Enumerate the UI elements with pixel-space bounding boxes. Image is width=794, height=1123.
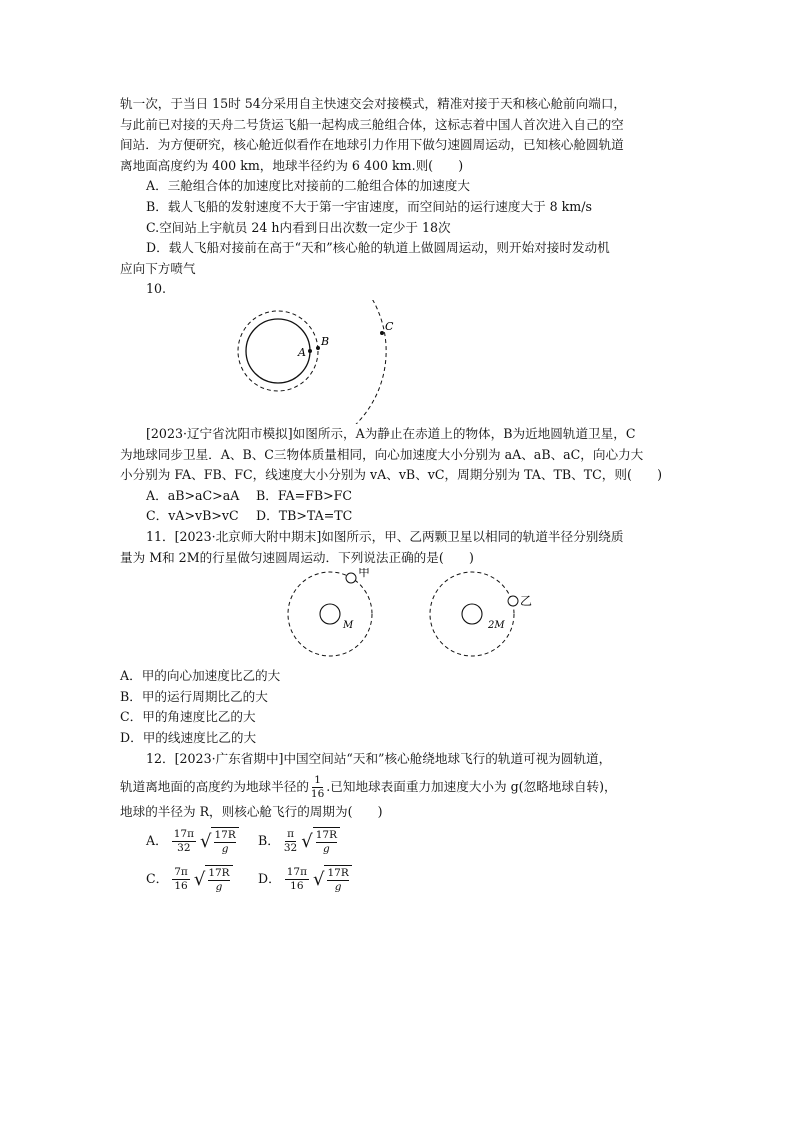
q10-option-c: C．vA>vB>vC [146,508,239,524]
q9-option-c: C.空间站上宇航员 24 h内看到日出次数一定少于 18次 [146,219,451,235]
q10-stem-line: 小分别为 FA、FB、FC，线速度大小分别为 vA、vB、vC，周期分别为 TA、TB、TC，则( ) [120,467,662,483]
q10-block [120,279,680,527]
q11-option-b: B．甲的运行周期比乙的大 [120,688,268,704]
label-b: B [321,334,330,348]
q10-stem-line: 为地球同步卫星．A、B、C三物体质量相同，向心加速度大小分别为 aA、aB、aC，向心力大 [120,446,644,462]
label-a: A [298,345,306,359]
planet-m [320,604,340,624]
q10-option-b: B．FA=FB>FC [256,487,353,503]
q9-stem-line: 轨一次，于当日 15时 54分采用自主快速交会对接模式，精准对接于天和核心舱前向端口， [120,96,627,111]
near-earth-orbit [238,311,318,391]
q12-options-row-2 [120,861,680,899]
q12-stem-pre: 轨道离地面的高度约为地球半径的 [120,779,309,795]
q9-option-a: A．三舱组合体的加速度比对接前的二舱组合体的加速度大 [146,178,470,194]
q9-stem-line: 间站．为方便研究，核心舱近似看作在地球引力作用下做匀速圆周运动，已知核心舱圆轨道 [120,137,624,153]
frac-denominator: 16 [310,788,325,801]
two-satellite-diagram [120,568,680,666]
orbit-jia [288,572,372,656]
q10-option-d: D．TB>TA=TC [256,508,353,524]
q11-option-d: D．甲的线速度比乙的大 [120,729,257,745]
sqrt-symbol: √ 17R g [200,827,239,857]
q10-options-row-2 [120,506,680,527]
q12-option-a: A． $\frac{17\pi}{32}$ √ 17R g [146,827,258,857]
planet-2m [462,604,482,624]
q12-option-d: D． $\frac{17\pi}{16}$ √ 17R g [258,865,352,895]
q12-block [120,749,680,898]
geosync-orbit [314,300,386,424]
q12-stem-line: 地球的半径为 R，则核心舱飞行的周期为( ) [120,804,383,820]
q12-height-fraction [311,774,324,801]
q10-options-row-1 [120,486,680,507]
sqrt-symbol: √ 17R g [301,827,340,857]
question-page [120,94,680,899]
q11-block [120,527,680,749]
q11-stem-line: 11．[2023·北京师大附中期末]如图所示，甲、乙两颗卫星以相同的轨道半径分别绕质 [146,528,624,544]
sqrt-symbol: √ 17R g [194,865,233,895]
label-yi: 乙 [520,594,533,609]
label-c: C [385,319,394,333]
q12-option-c: C． $\frac{7\pi}{16}$ √ 17R g [146,865,258,895]
q12-stem-post: .已知地球表面重力加速度大小为 g(忽略地球自转)， [326,779,617,795]
q10-option-a: A．aB>aC>aA [146,487,240,503]
point-a [308,349,312,353]
q11-option-a: A．甲的向心加速度比乙的大 [120,668,281,684]
point-b [316,346,320,350]
orbit-diagram [120,300,680,424]
satellite-jia [346,573,356,583]
q9-stem-line: 与此前已对接的天舟二号货运飞船一起构成三舱组合体，这标志着中国人首次进入自己的空 [120,116,624,132]
label-jia: 甲 [358,568,371,580]
q9-option-b: B．载人飞船的发射速度不大于第一宇宙速度，而空间站的运行速度大于 8 km/s [146,198,592,214]
q12-options-row-1 [120,823,680,861]
orbit-yi [430,572,514,656]
frac-numerator: 1 [314,774,321,787]
q10-number: 10. [146,281,167,297]
label-m: M [343,620,354,632]
q9-option-d: D．载人飞船对接前在高于“天和”核心舱的轨道上做圆周运动，则开始对接时发动机 [146,240,610,256]
satellite-yi [508,596,518,606]
q11-stem-line: 量为 M和 2M的行星做匀速圆周运动．下列说法正确的是( ) [120,549,474,565]
point-c [380,331,384,335]
q10-figure [120,300,680,424]
q12-option-b: B． $\frac{\pi}{32}$ √ 17R g [258,827,340,857]
sqrt-symbol: √ 17R g [313,865,352,895]
q10-stem-line: [2023·辽宁省沈阳市模拟]如图所示，A为静止在赤道上的物体，B为近地圆轨道卫星，C [146,425,636,441]
q9-stem-line: 离地面高度约为 400 km，地球半径约为 6 400 km.则( ) [120,157,464,173]
q12-stem-line [120,772,680,802]
q11-figure [120,568,680,666]
q9-block [120,94,680,279]
q12-stem-line: 12．[2023·广东省期中]中国空间站“天和”核心舱绕地球飞行的轨道可视为圆轨道， [146,751,612,767]
q11-option-c: C．甲的角速度比乙的大 [120,709,256,725]
label-2m: 2M [488,620,505,632]
q9-option-d-cont: 应向下方喷气 [120,260,196,276]
